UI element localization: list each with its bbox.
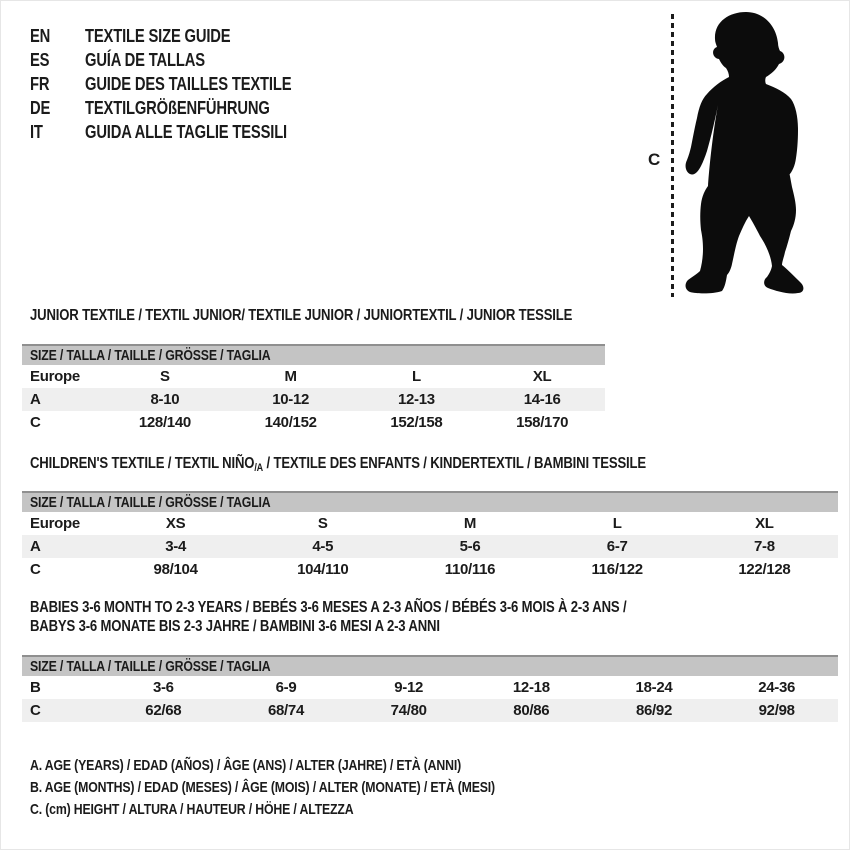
language-title: GUÍA DE TALLAS xyxy=(85,50,205,70)
size-value: 6-7 xyxy=(606,538,628,555)
table-row xyxy=(22,558,838,581)
language-row xyxy=(30,72,337,96)
row-label: A xyxy=(30,391,41,408)
row-label: C xyxy=(30,561,41,578)
section-title-children: CHILDREN'S TEXTILE / TEXTIL $NIÑO_{/A}$ / TEXTILE DES ENFANTS / KINDERTEXTIL / BAMBINI TESSILE xyxy=(30,455,646,474)
size-value: L xyxy=(411,368,421,385)
size-value: XS xyxy=(165,515,186,532)
row-label: C xyxy=(30,702,41,719)
table-header: SIZE / TALLA / TAILLE / GRÖSSE / TAGLIA xyxy=(22,491,838,512)
size-value: XL xyxy=(755,515,774,532)
footnote-c: C. (cm) HEIGHT / ALTURA / HAUTEUR / HÖHE / ALTEZZA xyxy=(30,801,354,818)
size-value: 24-36 xyxy=(758,679,796,696)
children-size-table xyxy=(22,491,838,581)
table-row xyxy=(22,411,605,434)
table-row xyxy=(22,388,605,411)
size-value: 14-16 xyxy=(523,391,561,408)
table-header: SIZE / TALLA / TAILLE / GRÖSSE / TAGLIA xyxy=(22,344,605,365)
size-value: 4-5 xyxy=(312,538,334,555)
size-value: 12-18 xyxy=(512,679,550,696)
language-row xyxy=(30,96,337,120)
size-value: 152/158 xyxy=(390,414,443,431)
size-value: 10-12 xyxy=(272,391,310,408)
language-title: GUIDA ALLE TAGLIE TESSILI xyxy=(85,122,288,142)
size-value: 18-24 xyxy=(635,679,673,696)
size-value: 128/140 xyxy=(138,414,191,431)
size-value: 62/68 xyxy=(145,702,182,719)
height-measure-label: C xyxy=(648,150,661,169)
size-value: 86/92 xyxy=(635,702,673,719)
size-value: S xyxy=(160,368,170,385)
size-value: 3-4 xyxy=(165,538,186,555)
size-value: 68/74 xyxy=(267,702,305,719)
size-value: 6-9 xyxy=(275,679,297,696)
footnote-a: A. AGE (YEARS) / EDAD (AÑOS) / ÂGE (ANS) / ALTER (JAHRE) / ETÀ (ANNI) xyxy=(30,757,462,774)
size-value: 8-10 xyxy=(150,391,180,408)
size-value: L xyxy=(612,515,622,532)
table-header: SIZE / TALLA / TAILLE / GRÖSSE / TAGLIA xyxy=(22,655,838,676)
row-label: Europe xyxy=(30,515,80,532)
section-title-junior: JUNIOR TEXTILE / TEXTIL JUNIOR/ TEXTILE JUNIOR / JUNIORTEXTIL / JUNIOR TESSILE xyxy=(30,307,573,324)
row-label: Europe xyxy=(30,368,80,385)
size-value: 122/128 xyxy=(738,561,791,578)
toddler-silhouette-icon xyxy=(684,6,806,302)
size-value: 140/152 xyxy=(264,414,317,431)
size-value: 74/80 xyxy=(390,702,427,719)
size-value: S xyxy=(317,515,328,532)
size-value: 5-6 xyxy=(459,538,481,555)
junior-size-table xyxy=(22,344,605,434)
footnote-b: B. AGE (MONTHS) / EDAD (MESES) / ÂGE (MOIS) / ALTER (MONATE) / ETÀ (MESI) xyxy=(30,779,495,796)
language-row xyxy=(30,24,337,48)
height-measure-line xyxy=(671,14,674,297)
size-value: 110/116 xyxy=(444,561,496,578)
table-row xyxy=(22,512,838,535)
language-code: FR xyxy=(30,74,50,94)
size-value: M xyxy=(284,368,297,385)
size-value: 104/110 xyxy=(297,561,349,578)
size-value: 98/104 xyxy=(153,561,198,578)
size-value: M xyxy=(463,515,477,532)
size-value: 80/86 xyxy=(513,702,550,719)
size-value: 116/122 xyxy=(591,561,643,578)
language-row xyxy=(30,120,337,144)
row-label: B xyxy=(30,679,41,696)
table-row xyxy=(22,699,838,722)
row-label: C xyxy=(30,414,41,431)
size-value: 9-12 xyxy=(394,679,424,696)
size-value: 3-6 xyxy=(152,679,174,696)
language-row xyxy=(30,48,337,72)
table-row xyxy=(22,365,605,388)
language-code: ES xyxy=(30,50,50,70)
size-value: 158/170 xyxy=(516,414,569,431)
title-subscript: /A xyxy=(254,462,264,474)
row-label: A xyxy=(30,538,41,555)
section-title-babies: BABIES 3-6 MONTH TO 2-3 YEARS / BEBÉS 3-6 MESES A 2-3 AÑOS / BÉBÉS 3-6 MOIS À 2-3 ANS / BABYS 3-6 MONATE BIS 2-3 JAHRE / BAMBINI 3-6 MESI A 2-3 ANNI xyxy=(30,599,627,635)
size-value: XL xyxy=(532,368,552,385)
language-code: EN xyxy=(30,26,51,46)
language-code: DE xyxy=(30,98,51,118)
language-code: IT xyxy=(30,122,43,142)
table-row xyxy=(22,676,838,699)
size-value: 92/98 xyxy=(758,702,795,719)
language-title: GUIDE DES TAILLES TEXTILE xyxy=(85,74,292,94)
size-value: 7-8 xyxy=(754,538,775,555)
footnotes xyxy=(30,755,597,821)
table-row xyxy=(22,535,838,558)
language-title: TEXTILGRÖßENFÜHRUNG xyxy=(85,98,270,118)
size-value: 12-13 xyxy=(397,391,435,408)
language-title: TEXTILE SIZE GUIDE xyxy=(85,26,231,46)
babies-size-table xyxy=(22,655,838,722)
language-list xyxy=(30,24,337,144)
